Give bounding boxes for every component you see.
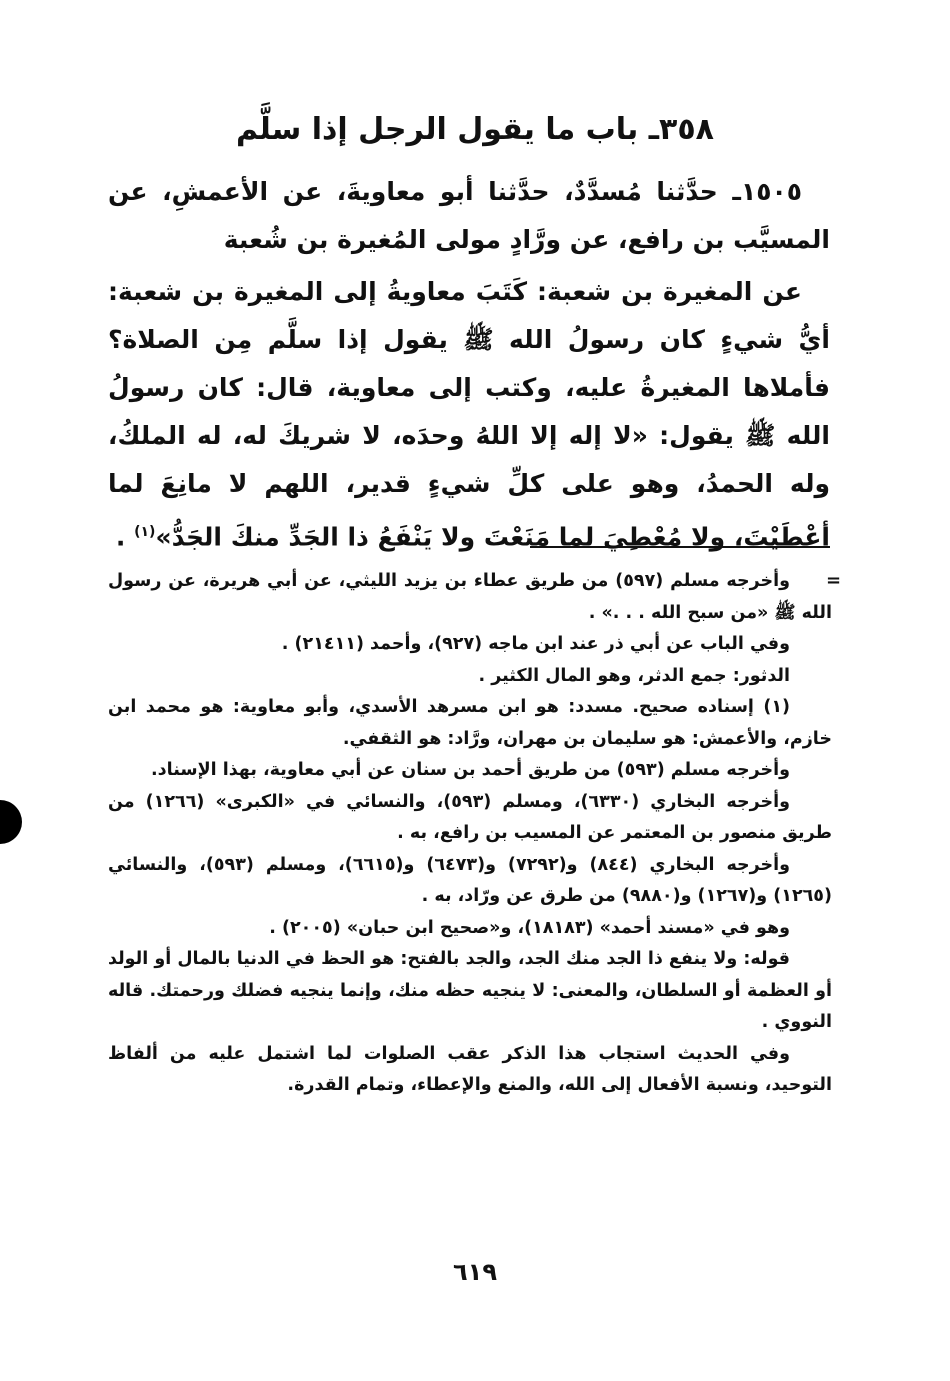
page-number: ٦١٩ (453, 1258, 497, 1286)
continuation-mark: = (826, 570, 842, 591)
footnote-paragraph: وأخرجه البخاري (٨٤٤) و(٧٢٩٢) و(٦٤٧٣) و(٦٦١٥)، ومسلم (٥٩٣)، والنسائي (١٢٦٥) و(١٢٦٧) و(٩٨٨٠) من طرق عن ورّاد، به . (108, 854, 832, 906)
footnote-paragraph: وأخرجه مسلم (٥٩٧) من طريق عطاء بن يزيد الليثي، عن أبي هريرة، عن رسول الله ﷺ «من سبح الله . . .» . (108, 571, 832, 623)
hadith-body (108, 168, 830, 561)
hadith-matn (108, 268, 830, 561)
footnote-paragraph: الدثور: جمع الدثر، وهو المال الكثير . (478, 665, 790, 686)
footnote-divider (530, 546, 830, 548)
footnote-paragraph: وأخرجه البخاري (٦٣٣٠)، ومسلم (٥٩٣)، والنسائي في «الكبرى» (١٢٦٦) من طريق منصور بن المعتمر عن المسيب بن رافع، به . (108, 791, 832, 843)
chapter-title: ٣٥٨ـ باب ما يقول الرجل إذا سلَّم (236, 112, 714, 147)
footnote-paragraph: وأخرجه مسلم (٥٩٣) من طريق أحمد بن سنان عن أبي معاوية، بهذا الإسناد. (151, 760, 790, 780)
footnote-paragraph: وفي الباب عن أبي ذر عند ابن ماجه (٩٢٧)، وأحمد (٢١٤١١) . (281, 634, 790, 654)
footnote-paragraph: وهو في «مسند أحمد» (١٨١٨٣)، و«صحيح ابن حبان» (٢٠٠٥) . (269, 917, 790, 938)
hadith-matn-end: . (115, 522, 135, 552)
footnote-paragraph: قوله: ولا ينفع ذا الجد منك الجد، والجد بالفتح: هو الحظ في الدنيا بالمال أو الولد أو العظمة أو السلطان، والمعنى: لا ينجيه حظه منك، وإنما ينجيه فضلك ورحمتك. قاله النووي . (108, 949, 832, 1032)
binding-hole-mark (0, 800, 22, 844)
hadith-isnad: ١٥٠٥ـ حدَّثنا مُسدَّدٌ، حدَّثنا أبو معاويةَ، عن الأعمشِ، عن المسيَّب بن رافع، عن ورَّادٍ مولى المُغيرة بن شُعبة (108, 177, 830, 254)
footnote-paragraph: (١) إسناده صحيح. مسدد: هو ابن مسرهد الأسدي، وأبو معاوية: هو محمد ابن خازم، والأعمش: هو سليمان بن مهران، ورَّاد: هو الثقفي. (108, 697, 832, 749)
footnote-ref: (١) (134, 524, 156, 540)
footnotes (108, 566, 832, 1102)
hadith-matn-text: عن المغيرة بن شعبة: كَتَبَ معاويةُ إلى المغيرة بن شعبة: أيُّ شيءٍ كان رسولُ الله ﷺ يقول إذا سلَّم مِن الصلاة؟ فأملاها المغيرةُ عليه، وكتب إلى معاوية، قال: كان رسولُ الله ﷺ يقول: «لا إله إلا اللهُ وحدَه، لا شريكَ له، له الملكُ، وله الحمدُ، وهو على كلِّ شيءٍ قدير، اللهم لا مانِعَ لما أعْطَيْتَ، ولا مُعْطِيَ لما مَنَعْتَ ولا يَنْفَعُ ذا الجَدِّ منكَ الجَدُّ» (108, 277, 830, 552)
footnote-paragraph: وفي الحديث استجاب هذا الذكر عقب الصلوات لما اشتمل عليه من ألفاظ التوحيد، ونسبة الأفعال إلى الله، والمنع والإعطاء، وتمام القدرة. (108, 1043, 832, 1095)
